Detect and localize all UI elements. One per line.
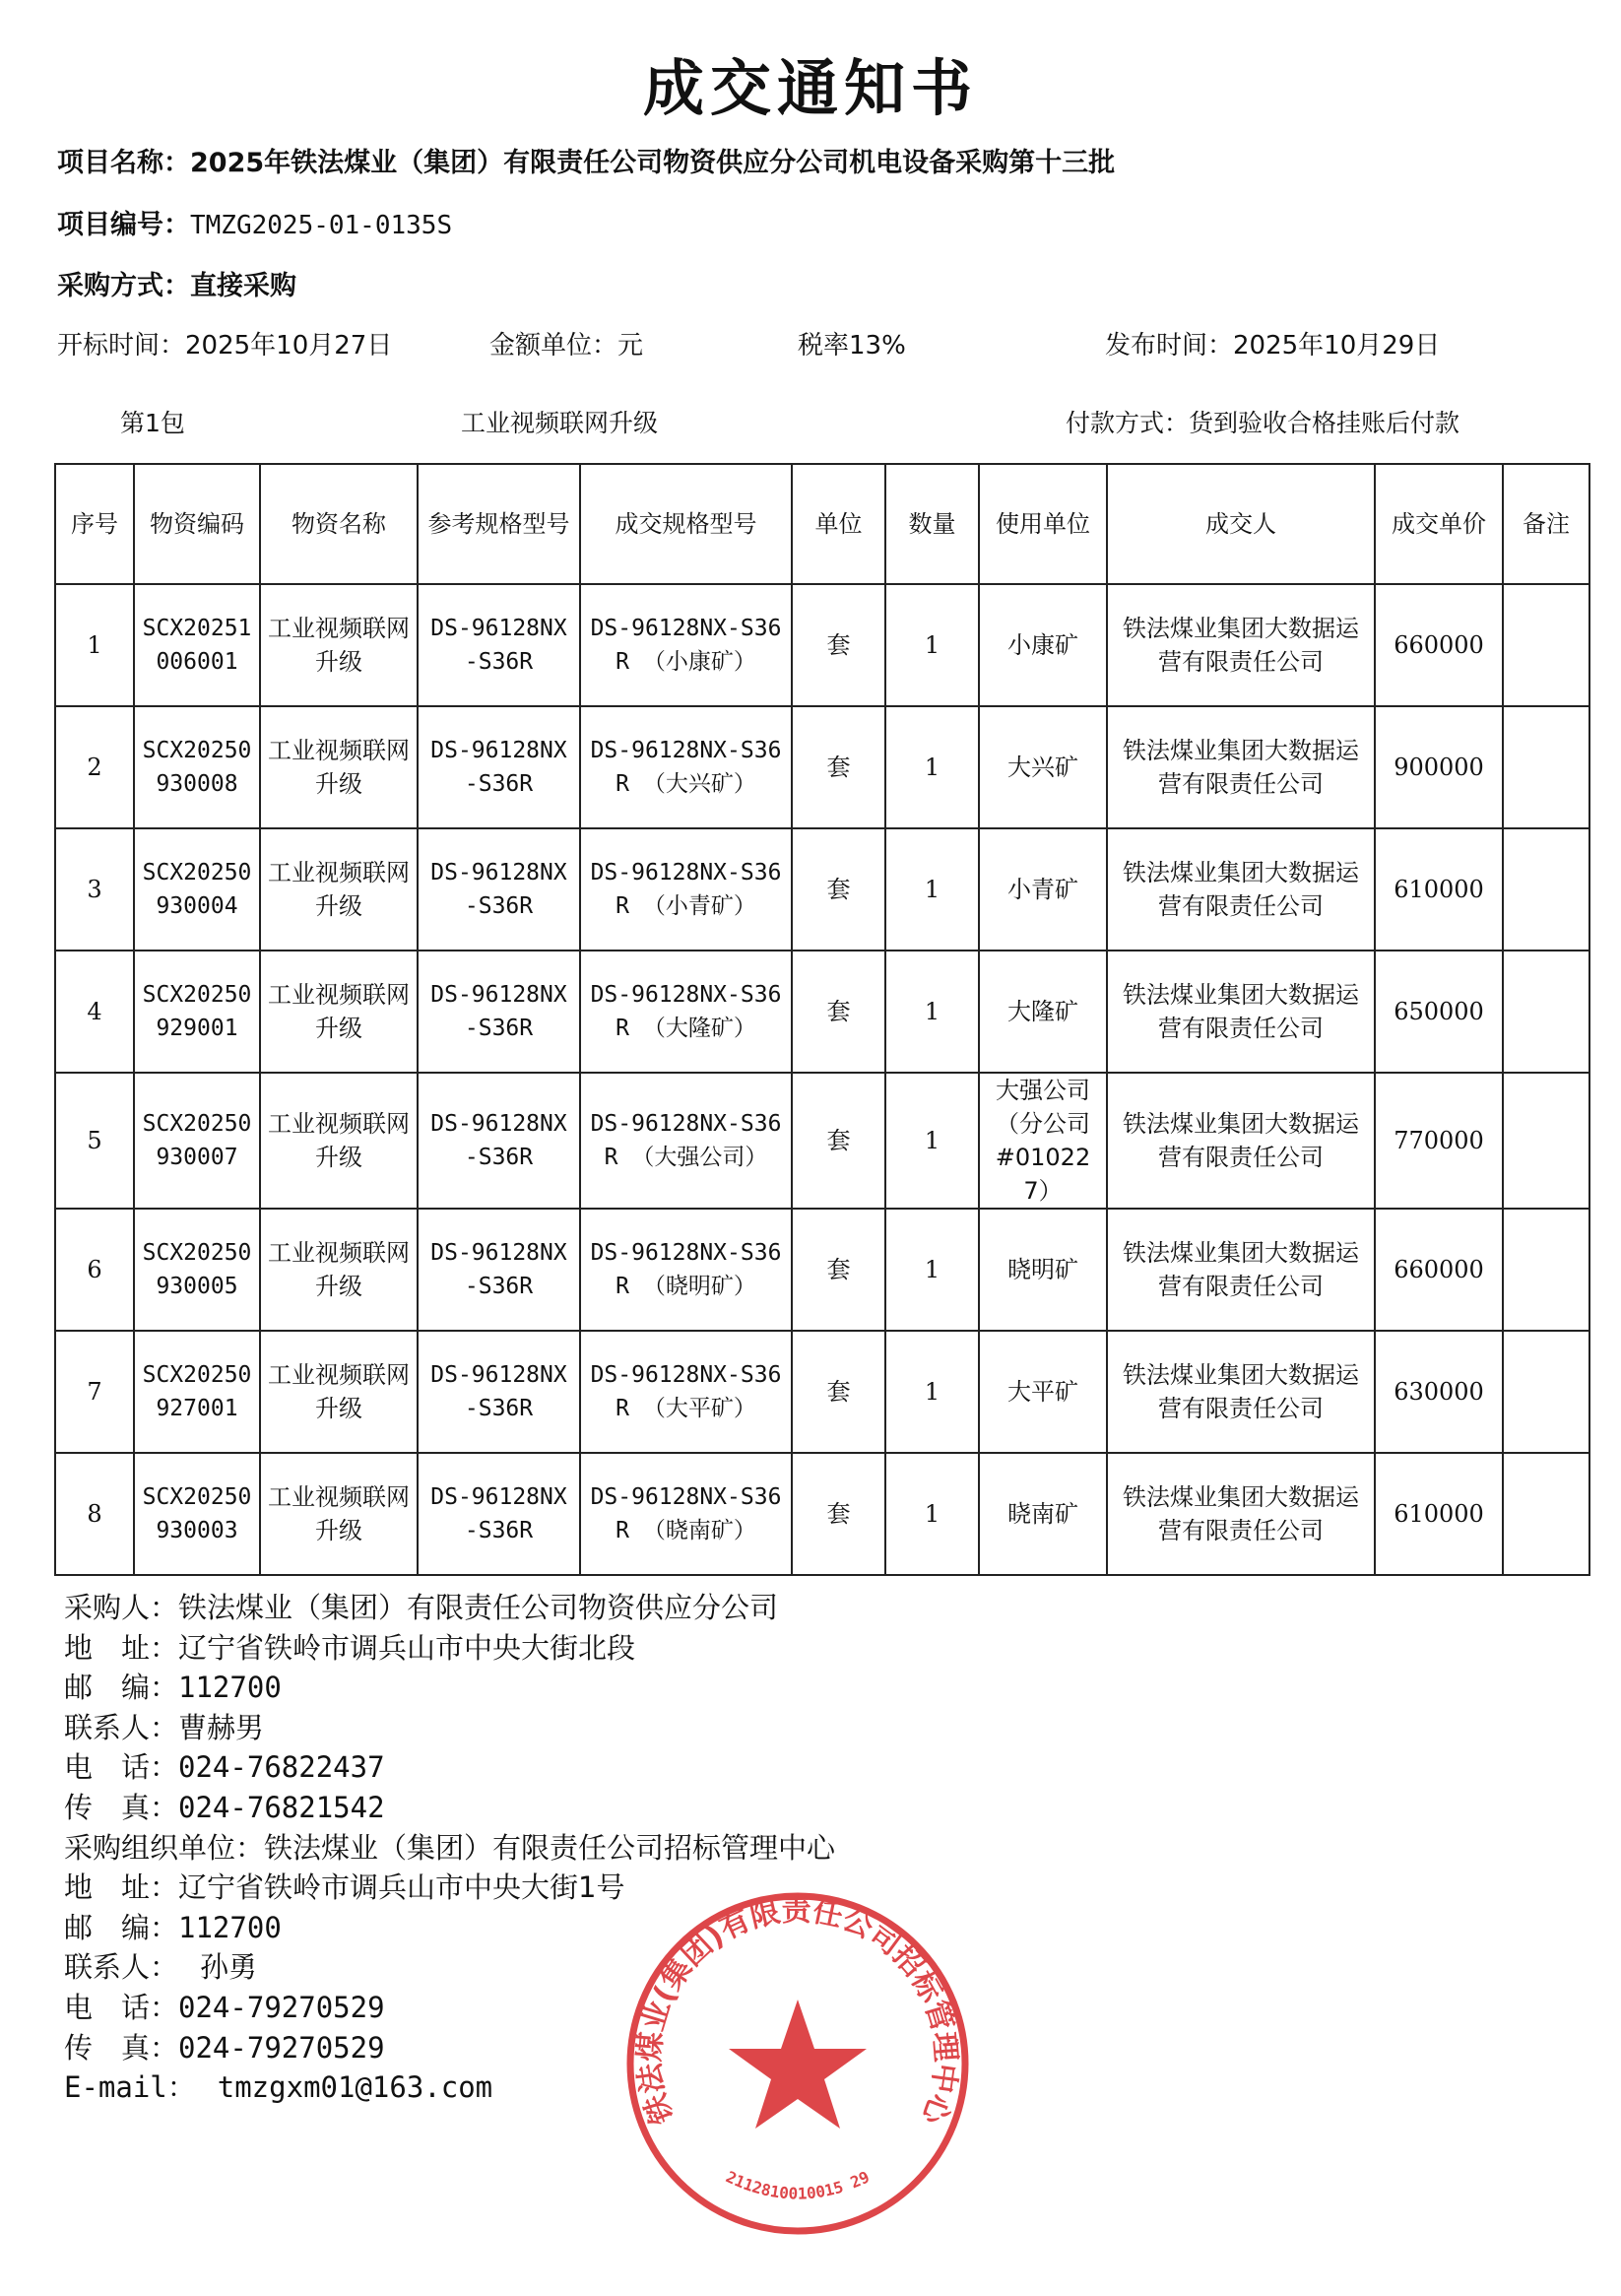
unit-price: 610000 [1375,828,1503,951]
col-header: 参考规格型号 [418,464,580,584]
material-name: 工业视频联网升级 [260,706,418,828]
unit-price: 660000 [1375,584,1503,706]
quantity: 1 [885,706,979,828]
row-number: 6 [55,1209,134,1331]
col-header: 成交人 [1107,464,1375,584]
deal-spec: DS-96128NX-S36R （大兴矿） [580,706,792,828]
bid-open-date: 2025年10月27日 [185,331,393,361]
material-code: SCX20250930005 [134,1209,260,1331]
unit: 套 [792,1331,885,1453]
payment-terms: 付款方式：货到验收合格挂账后付款 [1066,409,1460,437]
using-unit: 大强公司（分公司#010227） [979,1073,1107,1209]
table-row [55,1209,1589,1331]
material-code: SCX20251006001 [134,584,260,706]
organizer-postcode-label: 邮 编： [64,1910,179,1944]
seal-code: 2112810010015 29 [723,2167,873,2203]
organizer-name-row [64,1828,835,1869]
reference-spec: DS-96128NX-S36R [418,706,580,828]
project-number-label: 项目编号： [57,210,190,240]
reference-spec: DS-96128NX-S36R [418,1073,580,1209]
unit: 套 [792,828,885,951]
deal-spec: DS-96128NX-S36R （晓南矿） [580,1453,792,1575]
project-number-line [57,203,452,241]
remark [1503,1209,1589,1331]
purchaser-address: 辽宁省铁岭市调兵山市中央大街北段 [178,1630,636,1665]
using-unit: 大平矿 [979,1331,1107,1453]
purchaser-fax-label: 传 真： [64,1790,179,1824]
seal-text: 铁法煤业(集团)有限责任公司招标管理中心 [632,1893,963,2130]
purchaser-phone: 024-76822437 [178,1750,385,1785]
unit: 套 [792,951,885,1073]
quantity: 1 [885,951,979,1073]
col-header: 备注 [1503,464,1589,584]
purchaser-contact: 曹赫男 [178,1710,265,1744]
material-code: SCX20250930008 [134,706,260,828]
col-header: 数量 [885,464,979,584]
purchaser-phone-row [64,1747,835,1788]
unit-price: 650000 [1375,951,1503,1073]
table-row [55,584,1589,706]
project-number: TMZG2025-01-0135S [190,211,453,240]
material-code: SCX20250927001 [134,1331,260,1453]
deal-spec: DS-96128NX-S36R （大平矿） [580,1331,792,1453]
winning-bidder: 铁法煤业集团大数据运营有限责任公司 [1107,951,1375,1073]
material-name: 工业视频联网升级 [260,1209,418,1331]
remark [1503,1331,1589,1453]
using-unit: 小青矿 [979,828,1107,951]
material-code: SCX20250929001 [134,951,260,1073]
purchaser-phone-label: 电 话： [64,1750,179,1785]
row-number: 4 [55,951,134,1073]
winning-bidder: 铁法煤业集团大数据运营有限责任公司 [1107,1209,1375,1331]
publish-time [1105,325,1440,361]
remark [1503,584,1589,706]
material-code: SCX20250930007 [134,1073,260,1209]
row-number: 1 [55,584,134,706]
purchaser-fax: 024-76821542 [178,1790,385,1824]
table-row [55,1453,1589,1575]
currency-label: 金额单位： [489,331,618,361]
quantity: 1 [885,1331,979,1453]
quantity: 1 [885,828,979,951]
project-name: 2025年铁法煤业（集团）有限责任公司物资供应分公司机电设备采购第十三批 [190,148,1116,178]
remark [1503,828,1589,951]
purchaser-fax-row [64,1788,835,1828]
purchaser-postcode-row [64,1668,835,1708]
package-name: 工业视频联网升级 [461,409,659,437]
using-unit: 晓南矿 [979,1453,1107,1575]
table-row [55,1331,1589,1453]
row-number: 3 [55,828,134,951]
unit-price: 660000 [1375,1209,1503,1331]
using-unit: 小康矿 [979,584,1107,706]
star-icon [729,2000,867,2129]
material-name: 工业视频联网升级 [260,951,418,1073]
table-row [55,951,1589,1073]
using-unit: 大兴矿 [979,706,1107,828]
organizer-phone: 024-79270529 [178,1990,385,2024]
remark [1503,951,1589,1073]
organizer-fax-label: 传 真： [64,2030,179,2065]
currency-value: 元 [617,331,644,361]
table-header-row [55,464,1589,584]
row-number: 5 [55,1073,134,1209]
organizer-email: tmzgxm01@163.com [217,2070,493,2105]
organizer-name-label: 采购组织单位： [64,1830,265,1865]
col-header: 物资编码 [134,464,260,584]
organizer-contact-label: 联系人： [64,1950,179,1985]
unit: 套 [792,1209,885,1331]
winning-bidder: 铁法煤业集团大数据运营有限责任公司 [1107,1073,1375,1209]
material-name: 工业视频联网升级 [260,584,418,706]
table-row [55,828,1589,951]
tax-rate: 税率13% [798,331,906,361]
organizer-contact: 孙勇 [200,1950,258,1985]
reference-spec: DS-96128NX-S36R [418,1453,580,1575]
winning-bidder: 铁法煤业集团大数据运营有限责任公司 [1107,828,1375,951]
quantity: 1 [885,1073,979,1209]
unit: 套 [792,1073,885,1209]
material-name: 工业视频联网升级 [260,828,418,951]
company-seal [620,1886,975,2241]
currency-unit [489,325,643,361]
quantity: 1 [885,584,979,706]
organizer-email-label: E-mail： [64,2070,196,2105]
table-row [55,1073,1589,1209]
purchase-method-label: 采购方式： [57,271,190,301]
publish-date: 2025年10月29日 [1233,331,1441,361]
reference-spec: DS-96128NX-S36R [418,1331,580,1453]
col-header: 成交单价 [1375,464,1503,584]
winning-bidder: 铁法煤业集团大数据运营有限责任公司 [1107,1331,1375,1453]
purchaser-postcode-label: 邮 编： [64,1671,179,1705]
quantity: 1 [885,1209,979,1331]
bid-open-time [57,325,392,361]
table-row [55,706,1589,828]
purchase-method: 直接采购 [190,271,296,301]
publish-label: 发布时间： [1105,331,1234,361]
purchaser-postcode: 112700 [178,1671,282,1705]
organizer-postcode: 112700 [178,1910,282,1944]
material-name: 工业视频联网升级 [260,1331,418,1453]
remark [1503,1073,1589,1209]
purchaser-address-row [64,1628,835,1669]
deal-spec: DS-96128NX-S36R （大隆矿） [580,951,792,1073]
organizer-address: 辽宁省铁岭市调兵山市中央大街1号 [178,1870,625,1905]
unit-price: 610000 [1375,1453,1503,1575]
material-name: 工业视频联网升级 [260,1073,418,1209]
purchase-method-line [57,264,296,302]
quantity: 1 [885,1453,979,1575]
row-number: 2 [55,706,134,828]
organizer-fax: 024-79270529 [178,2030,385,2065]
page-title: 成交通知书 [642,52,978,124]
unit-price: 900000 [1375,706,1503,828]
purchaser-name-row [64,1588,835,1628]
reference-spec: DS-96128NX-S36R [418,828,580,951]
project-name-line [57,141,1115,179]
items-table [54,463,1590,1576]
bid-open-label: 开标时间： [57,331,186,361]
reference-spec: DS-96128NX-S36R [418,584,580,706]
deal-spec: DS-96128NX-S36R （小康矿） [580,584,792,706]
organizer-name: 铁法煤业（集团）有限责任公司招标管理中心 [264,1830,836,1865]
package-number: 第1包 [120,409,185,437]
unit: 套 [792,1453,885,1575]
using-unit: 晓明矿 [979,1209,1107,1331]
project-name-label: 项目名称： [57,148,190,178]
unit-price: 770000 [1375,1073,1503,1209]
col-header: 序号 [55,464,134,584]
winning-bidder: 铁法煤业集团大数据运营有限责任公司 [1107,706,1375,828]
purchaser-contact-row [64,1708,835,1748]
purchaser-address-label: 地 址： [64,1630,179,1665]
winning-bidder: 铁法煤业集团大数据运营有限责任公司 [1107,1453,1375,1575]
organizer-address-label: 地 址： [64,1870,179,1905]
organizer-phone-label: 电 话： [64,1990,179,2024]
col-header: 物资名称 [260,464,418,584]
remark [1503,1453,1589,1575]
col-header: 成交规格型号 [580,464,792,584]
material-code: SCX20250930003 [134,1453,260,1575]
row-number: 8 [55,1453,134,1575]
purchaser-contact-label: 联系人： [64,1710,179,1744]
using-unit: 大隆矿 [979,951,1107,1073]
winning-bidder: 铁法煤业集团大数据运营有限责任公司 [1107,584,1375,706]
deal-spec: DS-96128NX-S36R （晓明矿） [580,1209,792,1331]
material-name: 工业视频联网升级 [260,1453,418,1575]
row-number: 7 [55,1331,134,1453]
col-header: 使用单位 [979,464,1107,584]
reference-spec: DS-96128NX-S36R [418,1209,580,1331]
col-header: 单位 [792,464,885,584]
material-code: SCX20250930004 [134,828,260,951]
unit: 套 [792,706,885,828]
deal-spec: DS-96128NX-S36R （小青矿） [580,828,792,951]
remark [1503,706,1589,828]
reference-spec: DS-96128NX-S36R [418,951,580,1073]
unit-price: 630000 [1375,1331,1503,1453]
deal-spec: DS-96128NX-S36R （大强公司） [580,1073,792,1209]
purchaser-name: 铁法煤业（集团）有限责任公司物资供应分公司 [178,1591,779,1624]
unit: 套 [792,584,885,706]
purchaser-name-label: 采购人： [64,1591,179,1624]
